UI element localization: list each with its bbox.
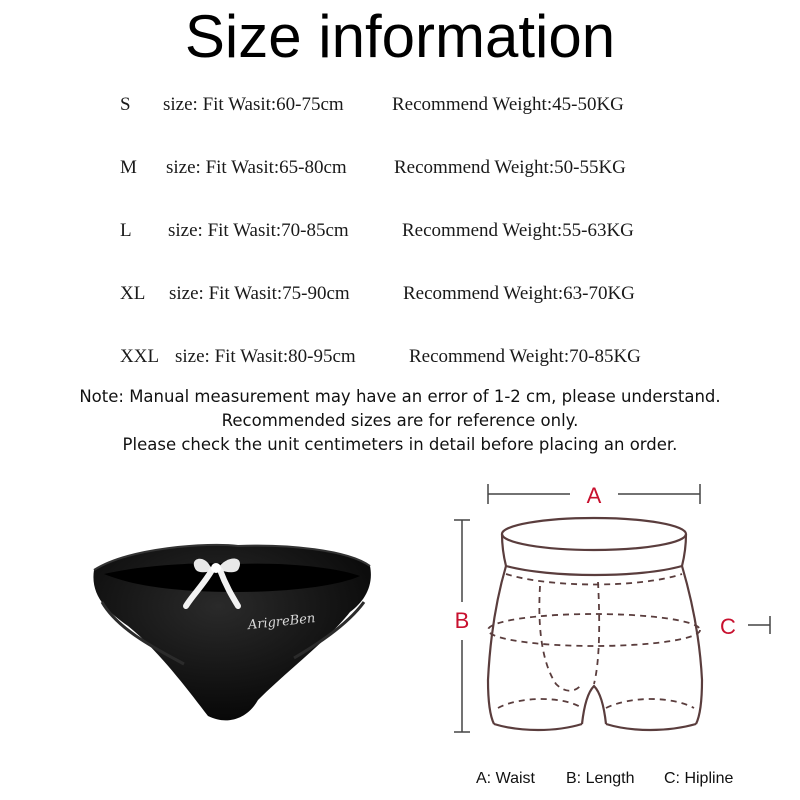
recommended-weight: Recommend Weight:45-50KG bbox=[392, 94, 624, 115]
recommended-weight: Recommend Weight:70-85KG bbox=[409, 346, 641, 367]
legend-waist: A: Waist bbox=[476, 770, 535, 787]
recommended-weight: Recommend Weight:50-55KG bbox=[394, 157, 626, 178]
measurement-note: Note: Manual measurement may have an error of 1-2 cm, please understand. bbox=[79, 387, 721, 406]
label-a: A bbox=[586, 483, 602, 508]
recommended-weight: Recommend Weight:55-63KG bbox=[402, 220, 634, 241]
recommended-weight: Recommend Weight:63-70KG bbox=[403, 283, 635, 304]
size-label: S bbox=[120, 94, 131, 115]
size-label: XL bbox=[120, 283, 146, 304]
waist-range: size: Fit Wasit:75-90cm bbox=[169, 283, 350, 304]
unit-note: Please check the unit centimeters in detail before placing an order. bbox=[122, 435, 678, 454]
swim-brief-image bbox=[88, 540, 378, 740]
waist-range: size: Fit Wasit:60-75cm bbox=[163, 94, 344, 115]
waist-range: size: Fit Wasit:80-95cm bbox=[175, 346, 356, 367]
legend-length: B: Length bbox=[566, 770, 635, 787]
measurement-guides bbox=[488, 574, 700, 708]
size-label: L bbox=[120, 220, 132, 241]
label-c: C bbox=[720, 614, 736, 639]
waist-range: size: Fit Wasit:70-85cm bbox=[168, 220, 349, 241]
label-b: B bbox=[454, 608, 470, 633]
waist-range: size: Fit Wasit:65-80cm bbox=[166, 157, 347, 178]
brand-logo: ArigreBen bbox=[247, 611, 317, 634]
shorts-outline bbox=[488, 518, 702, 730]
page-title: Size information bbox=[184, 3, 616, 70]
reference-note: Recommended sizes are for reference only. bbox=[221, 411, 579, 430]
hipline-marker bbox=[748, 616, 770, 634]
size-label: XXL bbox=[120, 346, 160, 367]
size-label: M bbox=[120, 157, 137, 178]
legend-hipline: C: Hipline bbox=[664, 770, 734, 787]
measurement-diagram bbox=[440, 470, 780, 750]
